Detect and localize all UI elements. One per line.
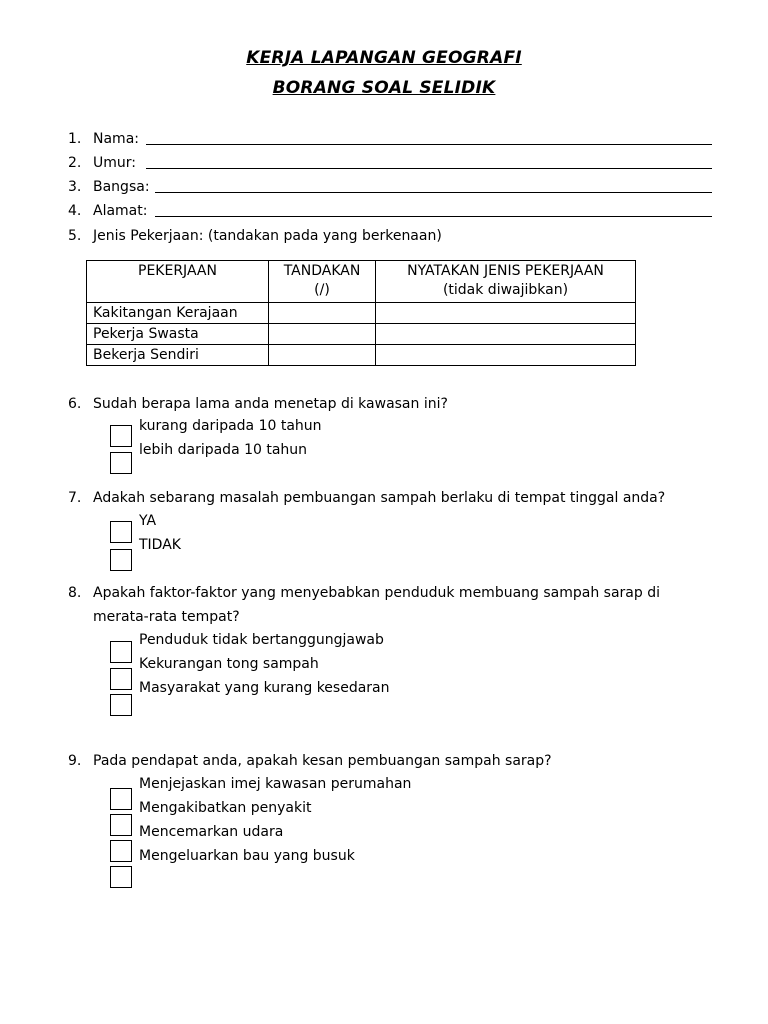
option-label: kurang daripada 10 tahun [139,418,322,434]
option-checkbox[interactable] [110,549,132,571]
field-number: 4. [68,203,82,219]
job-table [86,260,636,366]
question-number: 5. [68,228,82,244]
column-header-tandakan-line1: TANDAKAN [283,263,361,279]
question-text-line1: Apakah faktor-faktor yang menyebabkan penduduk membuang sampah sarap di [93,585,660,601]
table-row [87,303,636,324]
column-header-tandakan-line2: (/) [314,282,330,298]
field-label: Nama: [93,131,139,147]
question-text-line2: merata-rata tempat? [93,609,240,625]
field-number: 3. [68,179,82,195]
jenis-cell[interactable] [376,303,636,324]
page-title: KERJA LAPANGAN GEOGRAFI [246,48,522,68]
column-header-pekerjaan: PEKERJAAN [87,261,269,303]
field-number: 1. [68,131,82,147]
page-subtitle: BORANG SOAL SELIDIK [272,78,496,98]
table-row [87,324,636,345]
option-label: YA [139,513,157,529]
option-label: Menjejaskan imej kawasan perumahan [139,776,412,792]
option-label: Penduduk tidak bertanggungjawab [139,632,384,648]
row-label: Kakitangan Kerajaan [87,303,269,324]
option-checkbox[interactable] [110,668,132,690]
alamat-input-line[interactable] [155,202,712,217]
question-number: 7. [68,490,82,506]
field-number: 2. [68,155,82,171]
jenis-cell[interactable] [376,345,636,366]
option-label: Mengeluarkan bau yang busuk [139,848,355,864]
row-label: Pekerja Swasta [87,324,269,345]
question-number: 8. [68,585,82,601]
option-label: lebih daripada 10 tahun [139,442,308,458]
option-checkbox[interactable] [110,641,132,663]
tandakan-cell[interactable] [269,324,376,345]
option-checkbox[interactable] [110,521,132,543]
option-checkbox[interactable] [110,452,132,474]
question-text: Adakah sebarang masalah pembuangan sampah berlaku di tempat tinggal anda? [93,490,666,506]
option-checkbox[interactable] [110,814,132,836]
field-label: Umur: [93,155,136,171]
question-number: 9. [68,753,82,769]
tandakan-cell[interactable] [269,303,376,324]
option-checkbox[interactable] [110,840,132,862]
option-checkbox[interactable] [110,866,132,888]
question-text: Jenis Pekerjaan: (tandakan pada yang berkenaan) [93,228,442,244]
option-label: Kekurangan tong sampah [139,656,319,672]
question-number: 6. [68,396,82,412]
field-label: Bangsa: [93,179,150,195]
column-header-tandakan [269,261,376,303]
column-header-jenis-line2: (tidak diwajibkan) [442,282,569,298]
option-checkbox[interactable] [110,425,132,447]
table-header-row [87,261,636,303]
tandakan-cell[interactable] [269,345,376,366]
option-checkbox[interactable] [110,694,132,716]
row-label: Bekerja Sendiri [87,345,269,366]
nama-input-line[interactable] [146,130,712,145]
bangsa-input-line[interactable] [155,178,712,193]
option-label: TIDAK [139,537,181,553]
option-checkbox[interactable] [110,788,132,810]
umur-input-line[interactable] [146,154,712,169]
option-label: Mencemarkan udara [139,824,284,840]
question-text: Pada pendapat anda, apakah kesan pembuangan sampah sarap? [93,753,552,769]
field-label: Alamat: [93,203,148,219]
option-label: Mengakibatkan penyakit [139,800,312,816]
column-header-jenis-line1: NYATAKAN JENIS PEKERJAAN [407,263,604,279]
jenis-cell[interactable] [376,324,636,345]
column-header-jenis [376,261,636,303]
question-text: Sudah berapa lama anda menetap di kawasan ini? [93,396,448,412]
table-row [87,345,636,366]
option-label: Masyarakat yang kurang kesedaran [139,680,390,696]
